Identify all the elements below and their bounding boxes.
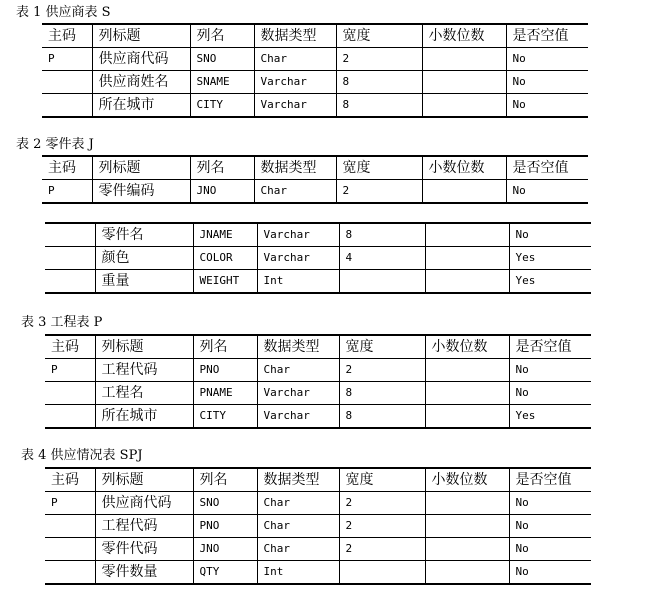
- table-row: [42, 71, 588, 94]
- cell-decimals: [425, 561, 509, 585]
- cell-title: 零件数量: [95, 561, 193, 585]
- table-1-title: 表 1 供应商表 S: [16, 5, 111, 20]
- cell-title: 工程代码: [95, 359, 193, 382]
- table-2-title: 表 2 零件表 J: [16, 137, 94, 152]
- table-row: [45, 223, 591, 247]
- cell-nullable: No: [506, 94, 588, 118]
- cell-name: PNO: [193, 515, 257, 538]
- cell-key: [45, 405, 95, 429]
- cell-width: 2: [339, 492, 425, 515]
- cell-name: JNO: [193, 538, 257, 561]
- cell-width: 2: [339, 538, 425, 561]
- col-header-decimals: 小数位数: [422, 24, 506, 48]
- cell-decimals: [425, 223, 509, 247]
- col-header-decimals: 小数位数: [422, 156, 506, 180]
- cell-type: Char: [257, 359, 339, 382]
- table-1-header-row: [42, 24, 588, 48]
- table-2-continuation: [45, 222, 591, 294]
- cell-key: P: [45, 492, 95, 515]
- cell-name: SNO: [193, 492, 257, 515]
- table-4-header-row: [45, 468, 591, 492]
- cell-name: PNAME: [193, 382, 257, 405]
- col-header-width: 宽度: [336, 24, 422, 48]
- cell-key: P: [42, 48, 92, 71]
- cell-width: 2: [339, 515, 425, 538]
- cell-name: CITY: [193, 405, 257, 429]
- cell-type: Varchar: [257, 405, 339, 429]
- col-header-type: 数据类型: [257, 468, 339, 492]
- cell-nullable: Yes: [509, 247, 591, 270]
- col-header-name: 列名: [190, 156, 254, 180]
- table-row: [45, 359, 591, 382]
- col-header-decimals: 小数位数: [425, 335, 509, 359]
- cell-type: Char: [254, 180, 336, 204]
- col-header-width: 宽度: [339, 335, 425, 359]
- cell-key: [45, 270, 95, 294]
- cell-nullable: No: [506, 180, 588, 204]
- cell-type: Char: [257, 492, 339, 515]
- col-header-nullable: 是否空值: [509, 335, 591, 359]
- table-row: [45, 492, 591, 515]
- cell-title: 供应商代码: [95, 492, 193, 515]
- cell-width: 2: [339, 359, 425, 382]
- cell-width: 4: [339, 247, 425, 270]
- cell-name: COLOR: [193, 247, 257, 270]
- cell-type: Int: [257, 270, 339, 294]
- table-row: [45, 405, 591, 429]
- cell-decimals: [422, 94, 506, 118]
- cell-name: CITY: [190, 94, 254, 118]
- col-header-nullable: 是否空值: [506, 156, 588, 180]
- cell-nullable: No: [509, 515, 591, 538]
- table-row: [45, 561, 591, 585]
- cell-decimals: [425, 515, 509, 538]
- cell-decimals: [422, 71, 506, 94]
- cell-decimals: [425, 405, 509, 429]
- cell-nullable: No: [506, 48, 588, 71]
- table-3-header-row: [45, 335, 591, 359]
- cell-width: [339, 561, 425, 585]
- table-1: [42, 23, 588, 118]
- cell-nullable: Yes: [509, 405, 591, 429]
- cell-name: SNO: [190, 48, 254, 71]
- cell-type: Varchar: [254, 94, 336, 118]
- cell-decimals: [425, 492, 509, 515]
- cell-decimals: [425, 247, 509, 270]
- cell-title: 供应商代码: [92, 48, 190, 71]
- cell-decimals: [422, 48, 506, 71]
- col-header-key: 主码: [42, 156, 92, 180]
- cell-type: Varchar: [257, 382, 339, 405]
- table-row: [42, 94, 588, 118]
- cell-key: P: [42, 180, 92, 204]
- cell-title: 供应商姓名: [92, 71, 190, 94]
- cell-nullable: No: [509, 561, 591, 585]
- cell-key: P: [45, 359, 95, 382]
- cell-title: 零件名: [95, 223, 193, 247]
- table-row: [45, 382, 591, 405]
- cell-nullable: No: [509, 359, 591, 382]
- cell-name: PNO: [193, 359, 257, 382]
- cell-title: 所在城市: [92, 94, 190, 118]
- cell-key: [45, 382, 95, 405]
- col-header-type: 数据类型: [254, 24, 336, 48]
- cell-name: JNO: [190, 180, 254, 204]
- cell-key: [45, 247, 95, 270]
- cell-width: 2: [336, 48, 422, 71]
- cell-title: 工程代码: [95, 515, 193, 538]
- cell-nullable: No: [509, 492, 591, 515]
- col-header-type: 数据类型: [254, 156, 336, 180]
- cell-width: 8: [336, 71, 422, 94]
- cell-type: Varchar: [257, 223, 339, 247]
- cell-type: Char: [257, 538, 339, 561]
- col-header-title: 列标题: [95, 468, 193, 492]
- col-header-type: 数据类型: [257, 335, 339, 359]
- cell-width: 8: [339, 382, 425, 405]
- col-header-name: 列名: [193, 335, 257, 359]
- cell-key: [42, 94, 92, 118]
- cell-name: SNAME: [190, 71, 254, 94]
- cell-decimals: [425, 538, 509, 561]
- table-row: [45, 515, 591, 538]
- cell-nullable: No: [509, 382, 591, 405]
- cell-decimals: [425, 382, 509, 405]
- cell-width: [339, 270, 425, 294]
- cell-nullable: No: [509, 223, 591, 247]
- table-3-title: 表 3 工程表 P: [21, 315, 103, 330]
- cell-key: [45, 223, 95, 247]
- table-row: [45, 247, 591, 270]
- table-row: [42, 180, 588, 204]
- cell-width: 8: [339, 223, 425, 247]
- col-header-width: 宽度: [339, 468, 425, 492]
- cell-decimals: [425, 270, 509, 294]
- cell-title: 重量: [95, 270, 193, 294]
- cell-nullable: No: [509, 538, 591, 561]
- cell-title: 零件编码: [92, 180, 190, 204]
- cell-decimals: [422, 180, 506, 204]
- col-header-nullable: 是否空值: [506, 24, 588, 48]
- col-header-title: 列标题: [92, 156, 190, 180]
- col-header-key: 主码: [45, 468, 95, 492]
- col-header-name: 列名: [193, 468, 257, 492]
- cell-title: 颜色: [95, 247, 193, 270]
- cell-decimals: [425, 359, 509, 382]
- cell-type: Varchar: [254, 71, 336, 94]
- col-header-title: 列标题: [95, 335, 193, 359]
- cell-name: QTY: [193, 561, 257, 585]
- cell-key: [42, 71, 92, 94]
- cell-title: 所在城市: [95, 405, 193, 429]
- col-header-key: 主码: [45, 335, 95, 359]
- table-row: [45, 538, 591, 561]
- cell-type: Char: [257, 515, 339, 538]
- cell-width: 8: [339, 405, 425, 429]
- table-2-header-row: [42, 156, 588, 180]
- cell-type: Char: [254, 48, 336, 71]
- table-4-title: 表 4 供应情况表 SPJ: [21, 448, 143, 463]
- table-2: [42, 155, 588, 204]
- cell-key: [45, 561, 95, 585]
- cell-name: WEIGHT: [193, 270, 257, 294]
- cell-nullable: No: [506, 71, 588, 94]
- cell-key: [45, 515, 95, 538]
- cell-name: JNAME: [193, 223, 257, 247]
- cell-width: 2: [336, 180, 422, 204]
- table-row: [42, 48, 588, 71]
- cell-width: 8: [336, 94, 422, 118]
- cell-type: Int: [257, 561, 339, 585]
- table-4: [45, 467, 591, 585]
- col-header-width: 宽度: [336, 156, 422, 180]
- col-header-name: 列名: [190, 24, 254, 48]
- col-header-title: 列标题: [92, 24, 190, 48]
- table-3: [45, 334, 591, 429]
- cell-key: [45, 538, 95, 561]
- cell-nullable: Yes: [509, 270, 591, 294]
- col-header-decimals: 小数位数: [425, 468, 509, 492]
- cell-title: 工程名: [95, 382, 193, 405]
- col-header-nullable: 是否空值: [509, 468, 591, 492]
- cell-title: 零件代码: [95, 538, 193, 561]
- table-row: [45, 270, 591, 294]
- col-header-key: 主码: [42, 24, 92, 48]
- cell-type: Varchar: [257, 247, 339, 270]
